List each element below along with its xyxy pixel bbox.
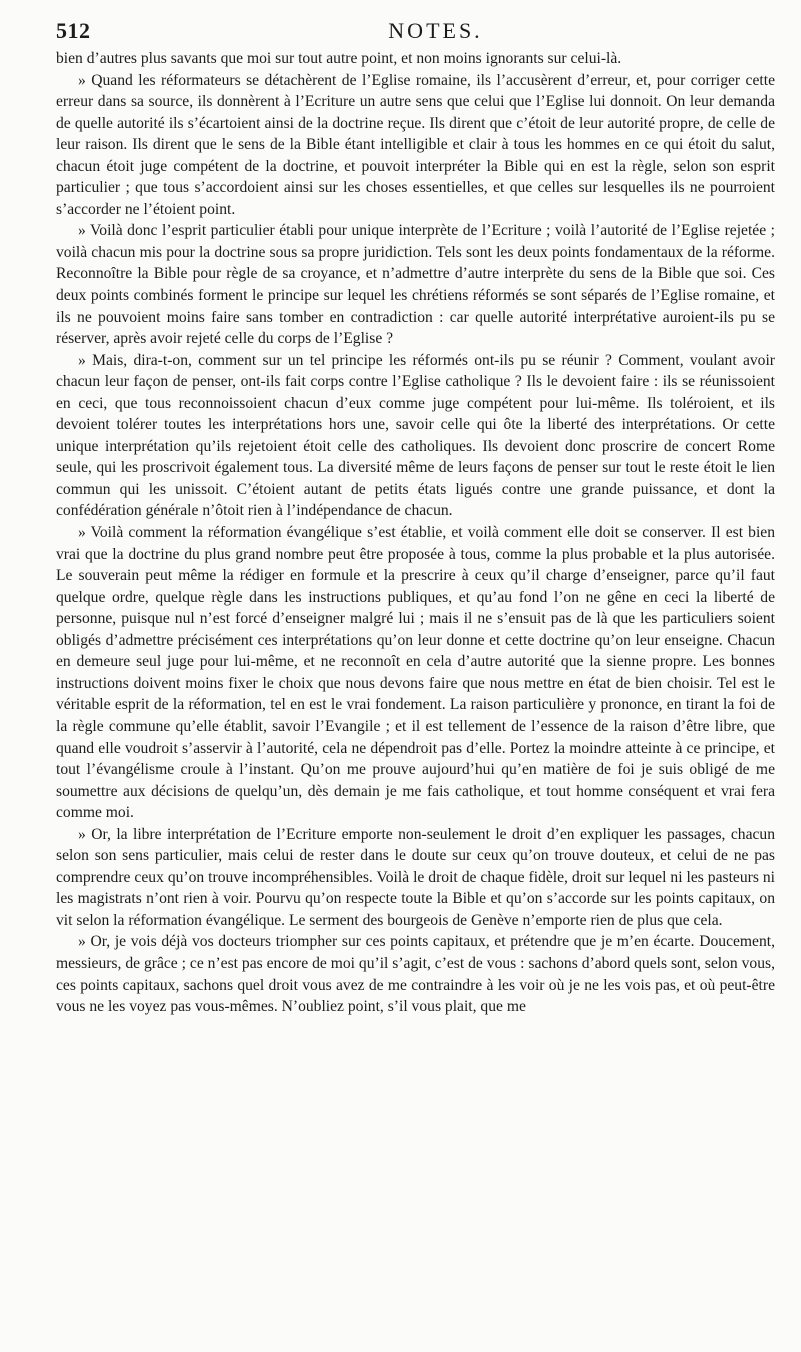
paragraph: » Voilà donc l’esprit particulier établi pour unique interprète de l’Ecriture ; voilà l’autorité de l’Eglise rejetée ; voilà chacun mis pour la doctrine sous sa propre juridiction. Tels sont les deux points fondamentaux de la réforme. Reconnoître la Bible pour règle de sa croyance, et n’admettre d’autre interprète du sens de la Bible que soi. Ces deux points combinés forment le principe sur lequel les chrétiens réformés se sont séparés de l’Eglise romaine, et ils ne pouvoient moins faire sans tomber en contradiction : car quelle autorité interprétative auroient-ils pu se réserver, après avoir rejeté celle du corps de l’Eglise ? xyxy=(56,222,775,348)
body-text xyxy=(56,48,775,1018)
paragraph: bien d’autres plus savants que moi sur tout autre point, et non moins ignorants sur celui-là. xyxy=(56,50,622,67)
paragraph: » Or, la libre interprétation de l’Ecriture emporte non-seulement le droit d’en expliquer les passages, chacun selon son sens particulier, mais celui de rester dans le doute sur ceux qu’on trouve douteux, et celui de ne pas comprendre ceux qu’on trouve incompréhensibles. Voilà le droit de chaque fidèle, droit sur lequel ni les pasteurs ni les magistrats n’ont rien à voir. Pourvu qu’on respecte toute la Bible et qu’on s’accorde sur les points capitaux, on vit selon la réformation évangélique. Le serment des bourgeois de Genève n’emporte rien de plus que cela. xyxy=(56,825,775,929)
paragraph: » Voilà comment la réformation évangélique s’est établie, et voilà comment elle doit se conserver. Il est bien vrai que la doctrine du plus grand nombre peut être proposée à tous, comme la plus probable et la plus autorisée. Le souverain peut même la rédiger en formule et la prescrire à ceux qu’il charge d’enseigner, parce qu’il faut quelque ordre, quelque règle dans les instructions publiques, et qu’au fond l’on ne gêne en ceci la liberté de personne, puisque nul n’est forcé d’enseigner malgré lui ; mais il ne s’ensuit pas de là que les particuliers soient obligés d’admettre précisément ces interprétations qu’on leur donne et cette doctrine qu’on leur enseigne. Chacun en demeure seul juge pour lui-même, et ne reconnoît en cela d’autre autorité que la sienne propre. Les bonnes instructions doivent moins fixer le choix que nous devons faire que nous mettre en état de bien choisir. Tel est le véritable esprit de la réformation, tel en est le vrai fondement. La raison particulière y prononce, en tirant la foi de la règle commune qu’elle établit, savoir l’Evangile ; et il est tellement de l’essence de la raison d’être libre, que quand elle voudroit s’asservir à l’autorité, cela ne dépendroit pas d’elle. Portez la moindre atteinte à ce principe, et tout l’évangélisme croule à l’instant. Qu’on me prouve aujourd’hui qu’en matière de foi je suis obligé de me soumettre aux décisions de quelqu’un, dès demain je me fais catholique, et tout homme conséquent et vrai fera comme moi. xyxy=(56,524,775,822)
paragraph: » Quand les réformateurs se détachèrent de l’Eglise romaine, ils l’accusèrent d’erreur, et, pour corriger cette erreur dans sa source, ils donnèrent à l’Ecriture un autre sens que celui que l’Eglise lui donnoit. On leur demanda de quelle autorité ils s’écartoient ainsi de la doctrine reçue. Ils dirent que c’étoit de leur autorité propre, de celle de leur raison. Ils dirent que le sens de la Bible étant intelligible et clair à tous les hommes en ce qui étoit du salut, chacun étoit juge compétent de la doctrine, et pouvoit interpréter la Bible qui en est la règle, selon son esprit particulier ; que tous s’accordoient ainsi sur les choses essentielles, et que celles sur lesquelles ils ne pourroient s’accorder ne l’étoient point. xyxy=(56,71,775,218)
running-head xyxy=(56,18,775,48)
running-title: NOTES. xyxy=(388,18,483,43)
page-number: 512 xyxy=(56,18,91,43)
paragraph: » Mais, dira-t-on, comment sur un tel principe les réformés ont-ils pu se réunir ? Comment, voulant avoir chacun leur façon de penser, ont-ils fait corps contre l’Eglise catholique ? Ils le devoient faire : ils se réunissoient en ceci, que tous reconnoissoient chacun d’eux comme juge compétent pour lui-même. Ils toléroient, et ils devoient tolérer toutes les interprétations hors une, savoir celle qui ôte la liberté des interprétations. Or cette unique interprétation qu’ils rejetoient étoit celle des catholiques. Ils devoient donc proscrire de concert Rome seule, qui les proscrivoit également tous. La diversité même de leurs façons de penser sur tout le reste étoit le lien commun qui les unissoit. C’étoient autant de petits états ligués contre une grande puissance, et dont la confédération générale n’ôtoit rien à l’indépendance de chacun. xyxy=(56,351,775,520)
paragraph: » Or, je vois déjà vos docteurs triompher sur ces points capitaux, et prétendre que je m’en écarte. Doucement, messieurs, de grâce ; ce n’est pas encore de moi qu’il s’agit, c’est de vous : sachons d’abord quels sont, selon vous, ces points capitaux, sachons quel droit vous avez de me contraindre à les voir où je ne les vois pas, et où peut-être vous ne les voyez pas vous-mêmes. N’oubliez point, s’il vous plait, que me xyxy=(56,933,775,1016)
